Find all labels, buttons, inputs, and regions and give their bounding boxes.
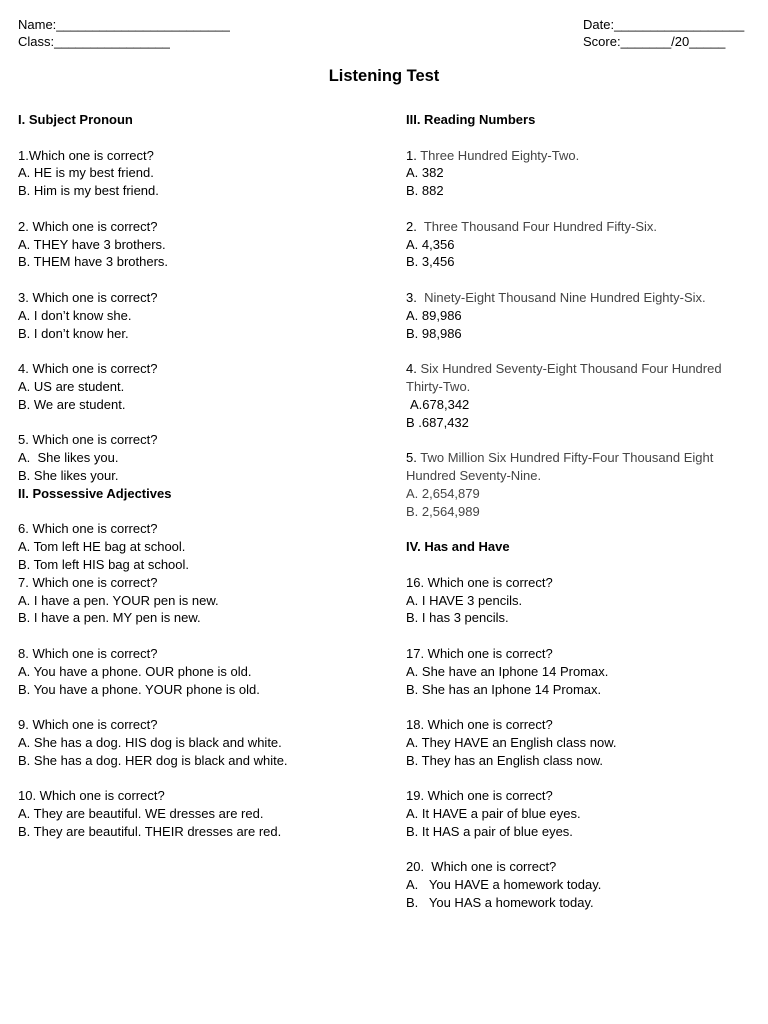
section-heading-subject-pronoun: I. Subject Pronoun <box>18 112 133 127</box>
question-number: 4. <box>406 361 417 377</box>
question-5 <box>18 431 388 484</box>
question-18 <box>406 716 748 769</box>
option-b: B. You have a phone. YOUR phone is old. <box>18 681 260 697</box>
option-a: A. I HAVE 3 pencils. <box>406 592 523 608</box>
option-b: B. Tom left HIS bag at school. <box>18 556 190 572</box>
option-a: A. 4,356 <box>406 236 455 252</box>
option-a: A. It HAVE a pair of blue eyes. <box>406 806 581 822</box>
option-b: B. THEM have 3 brothers. <box>18 254 169 270</box>
number-question-4 <box>406 360 748 431</box>
question-7 <box>18 574 388 627</box>
question-4 <box>18 360 388 413</box>
question-9 <box>18 716 388 769</box>
option-a: A. US are student. <box>18 378 125 394</box>
number-words: Three Hundred Eighty-Two. <box>420 147 580 163</box>
option-b: B. 3,456 <box>406 254 455 270</box>
question-text: 1.Which one is correct? <box>18 147 154 163</box>
option-a: A. I have a pen. YOUR pen is new. <box>18 592 219 608</box>
option-b: B. I have a pen. MY pen is new. <box>18 610 201 626</box>
question-text: 16. Which one is correct? <box>406 574 553 590</box>
page-title: Listening Test <box>328 67 440 85</box>
option-a: A.678,342 <box>410 396 470 412</box>
number-question-3 <box>406 289 748 342</box>
question-text: 19. Which one is correct? <box>406 788 553 804</box>
number-words: Six Hundred Seventy-Eight Thousand Four Hundred Thirty-Two. <box>406 361 722 394</box>
question-text: 9. Which one is correct? <box>18 717 158 733</box>
class-field: Class:________________ <box>18 33 170 49</box>
date-field: Date:__________________ <box>583 17 745 32</box>
question-text: 4. Which one is correct? <box>18 361 158 377</box>
right-column <box>406 111 748 912</box>
score-field: Score:_______/20_____ <box>583 33 726 49</box>
option-a: A. She likes you. <box>18 450 119 466</box>
number-question-5 <box>406 449 748 520</box>
question-text: 8. Which one is correct? <box>18 645 158 661</box>
header-right <box>583 17 744 50</box>
question-number: 3. <box>406 289 417 305</box>
option-b: B. I don’t know her. <box>18 325 129 341</box>
question-6 <box>18 520 388 573</box>
question-text: 6. Which one is correct? <box>18 521 158 537</box>
question-8 <box>18 645 388 698</box>
question-17 <box>406 645 748 698</box>
option-a: A. She have an Iphone 14 Promax. <box>406 663 609 679</box>
section-heading-possessive-adjectives: II. Possessive Adjectives <box>18 485 172 501</box>
question-19 <box>406 787 748 840</box>
option-b: B. It HAS a pair of blue eyes. <box>406 823 573 839</box>
option-a: A. She has a dog. HIS dog is black and white. <box>18 734 282 750</box>
question-20 <box>406 858 748 911</box>
number-words: Ninety-Eight Thousand Nine Hundred Eighty-Six. <box>424 289 706 305</box>
option-b: B. She has an Iphone 14 Promax. <box>406 681 602 697</box>
option-a: A. Tom left HE bag at school. <box>18 539 186 555</box>
option-b: B. 98,986 <box>406 325 462 341</box>
option-b: B .687,432 <box>406 414 469 430</box>
number-question-1 <box>406 147 748 200</box>
left-column <box>18 111 388 841</box>
question-3 <box>18 289 388 342</box>
option-b: B. I has 3 pencils. <box>406 610 509 626</box>
option-a: A. 2,654,879 <box>406 485 480 501</box>
option-a: A. They HAVE an English class now. <box>406 734 617 750</box>
question-16 <box>406 574 748 627</box>
question-text: 18. Which one is correct? <box>406 717 553 733</box>
question-text: 10. Which one is correct? <box>18 788 165 804</box>
option-a: A. I don’t know she. <box>18 307 132 323</box>
name-field: Name:________________________ <box>18 17 230 32</box>
option-b: B. They has an English class now. <box>406 752 604 768</box>
question-text: 2. Which one is correct? <box>18 218 158 234</box>
question-1 <box>18 147 388 200</box>
option-a: A. THEY have 3 brothers. <box>18 236 166 252</box>
header-left <box>18 17 230 50</box>
option-b: B. You HAS a homework today. <box>406 895 594 911</box>
question-number: 5. <box>406 450 417 466</box>
section-heading-reading-numbers: III. Reading Numbers <box>406 112 536 127</box>
option-b: B. 882 <box>406 183 444 199</box>
option-b: B. Him is my best friend. <box>18 183 159 199</box>
question-text: 7. Which one is correct? <box>18 574 158 590</box>
question-number: 2. <box>406 218 417 234</box>
option-a: A. 89,986 <box>406 307 462 323</box>
question-text: 20. Which one is correct? <box>406 859 557 875</box>
number-words: Two Million Six Hundred Fifty-Four Thousand Eight Hundred Seventy-Nine. <box>406 450 714 483</box>
question-2 <box>18 218 388 271</box>
option-b: B. We are student. <box>18 396 126 412</box>
section-heading-has-and-have: IV. Has and Have <box>406 539 510 555</box>
option-a: A. You HAVE a homework today. <box>406 877 602 893</box>
number-words: Three Thousand Four Hundred Fifty-Six. <box>423 218 657 234</box>
option-a: A. HE is my best friend. <box>18 165 154 181</box>
option-b: B. She has a dog. HER dog is black and white. <box>18 752 288 768</box>
option-b: B. She likes your. <box>18 467 119 483</box>
option-b: B. 2,564,989 <box>406 503 480 519</box>
option-a: A. You have a phone. OUR phone is old. <box>18 663 252 679</box>
question-text: 5. Which one is correct? <box>18 432 158 448</box>
option-a: A. They are beautiful. WE dresses are red. <box>18 806 264 822</box>
question-number: 1. <box>406 147 417 163</box>
question-10 <box>18 787 388 840</box>
question-text: 17. Which one is correct? <box>406 645 553 661</box>
question-text: 3. Which one is correct? <box>18 289 158 305</box>
number-question-2 <box>406 218 748 271</box>
option-a: A. 382 <box>406 165 444 181</box>
option-b: B. They are beautiful. THEIR dresses are red. <box>18 823 282 839</box>
